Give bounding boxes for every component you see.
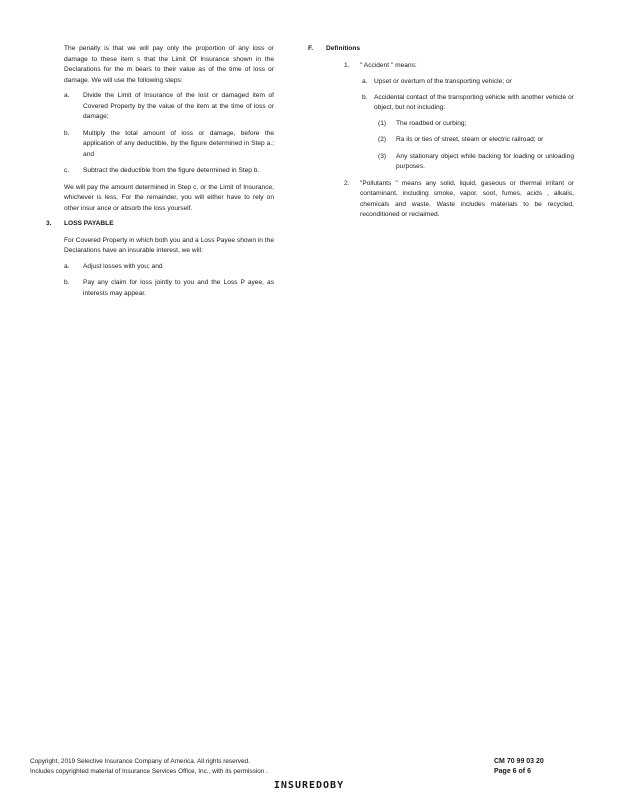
- loss-payable-item-b: [64, 278, 274, 299]
- step-a-label: a.: [64, 92, 70, 99]
- loss-payable-item-b-text: Pay any claim for loss jointly to you and the Loss P ayee, as interests may appear.: [83, 279, 274, 297]
- accident-item-b-label: b.: [362, 93, 368, 101]
- exclusion-1-text: The roadbed or curbing;: [396, 119, 467, 127]
- loss-payable-item-a-label: a.: [64, 262, 70, 270]
- step-b: [64, 129, 274, 161]
- loss-payable-item-a: [64, 262, 274, 273]
- section-3-number: 3.: [46, 220, 52, 227]
- step-c-label: c.: [64, 167, 70, 174]
- loss-payable-intro: For Covered Property in which both you and a Loss Payee shown in the Declarations have an insurable interest, we will:: [64, 236, 274, 254]
- copyright-line-2: Includes copyrighted material of Insurance Services Office, Inc., with its permission .: [30, 768, 268, 775]
- loss-payable-item-b-label: b.: [64, 279, 70, 286]
- definition-2-text: "Pollutants " means any solid, liquid, gaseous or thermal irritant or contaminant, including smoke, vapor, soot, fumes, acids , alkalis, chemicals and waste. Waste includes materials to be recycled, reconditioned or reclaimed.: [360, 179, 574, 218]
- accident-item-a-label: a.: [362, 78, 368, 85]
- watermark-text: INSUREDOBY: [273, 780, 345, 791]
- form-number: CM 70 99 03 20: [494, 758, 544, 765]
- definition-1-intro: " Accident " means:: [360, 61, 417, 69]
- accident-subitems: [362, 77, 574, 173]
- exclusion-1-label: (1): [378, 119, 387, 127]
- accident-item-b: [362, 93, 574, 114]
- step-c-text: Subtract the deductible from the figure determined in Step b.: [83, 167, 260, 174]
- definition-2-number: 2.: [344, 179, 350, 187]
- loss-payable-item-a-text: Adjust losses with you; and: [83, 262, 163, 270]
- footer-copyright: [30, 757, 410, 777]
- accident-item-a-text: Upset or overturn of the transporting vehicle; or: [374, 78, 512, 85]
- exclusion-3: [378, 152, 574, 173]
- footer-form-info: [494, 757, 584, 777]
- exclusion-2-label: (2): [378, 136, 387, 143]
- exclusion-1: [378, 119, 574, 130]
- exclusion-2: [378, 135, 574, 146]
- page-number: Page 6 of 6: [494, 768, 531, 775]
- step-a-text: Divide the Limit of Insurance of the lost or damaged item of Covered Property by the value of the item at the time of loss or damage;: [83, 92, 274, 120]
- accident-item-b-text: Accidental contact of the transporting vehicle with another vehicle or object, but not including:: [374, 93, 574, 111]
- copyright-line-1: Copyright, 2019 Selective Insurance Company of America. All rights reserved.: [30, 758, 250, 765]
- right-column: [308, 44, 574, 227]
- accident-item-a: [362, 77, 574, 88]
- section-loss-payable: [46, 219, 274, 230]
- step-a: [64, 91, 274, 123]
- section-3-heading: LOSS PAYABLE: [64, 220, 114, 227]
- left-column: [46, 44, 274, 305]
- definition-1-number: 1.: [344, 61, 350, 69]
- step-b-text: Multiply the total amount of loss or damage, before the application of any deductible, by the figure determined in Step a.; and: [83, 129, 274, 158]
- step-c: [64, 166, 274, 177]
- payment-paragraph: We will pay the amount determined in Step c. or the Limit of Insurance, whichever is less. For the remainder, you will either have to rely on other insur ance or absorb the loss yourself.: [64, 183, 274, 212]
- section-f-letter: F.: [308, 45, 314, 52]
- exclusion-2-text: Ra ils or ties of street, steam or electric railroad; or: [396, 136, 544, 143]
- section-definitions: [308, 44, 574, 55]
- definitions-heading: Definitions: [326, 45, 361, 52]
- penalty-paragraph: The penalty is that we will pay only the proportion of any loss or damage to these item s that the Limit Of Insurance shown in the Declarations for the m bears to their value as of the time of loss or damage. We will use the following steps:: [64, 45, 274, 84]
- exclusion-3-label: (3): [378, 152, 387, 160]
- accident-exclusions: [378, 119, 574, 173]
- step-b-label: b.: [64, 129, 70, 137]
- definition-accident: [344, 61, 574, 72]
- exclusion-3-text: Any stationary object while backing for loading or unloading purposes.: [396, 152, 574, 170]
- definition-pollutants: [344, 179, 574, 221]
